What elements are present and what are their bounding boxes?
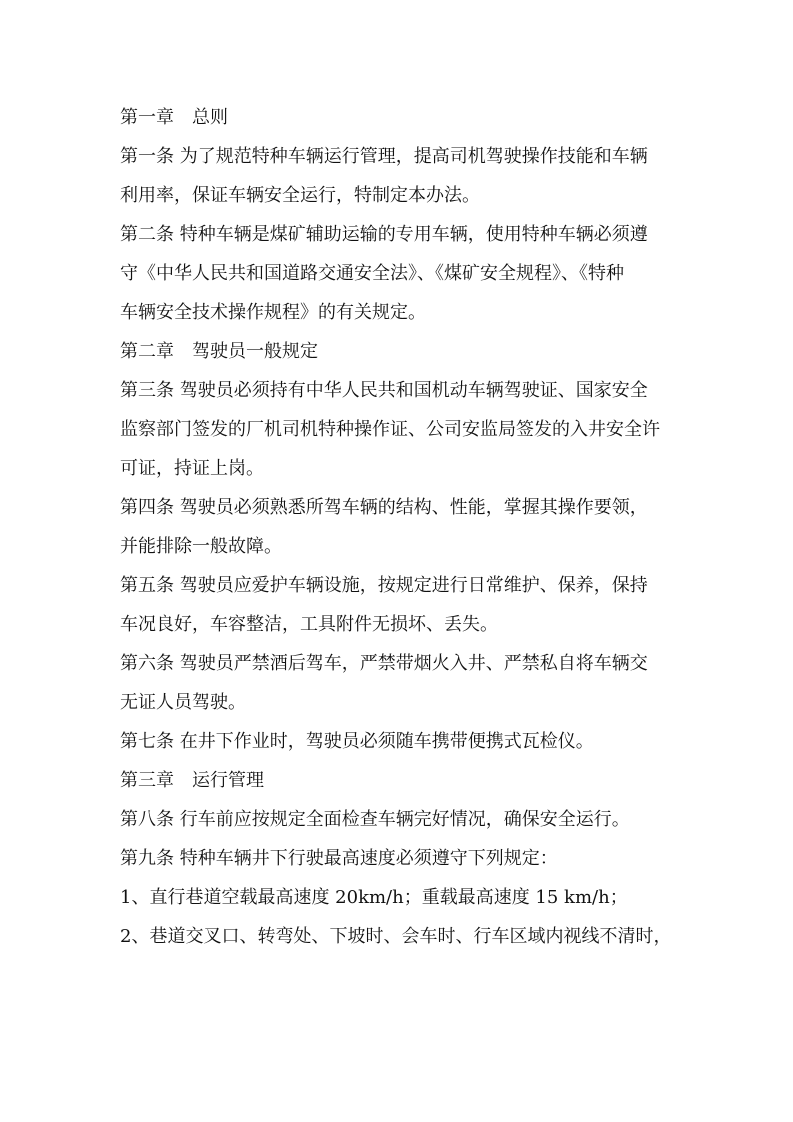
article-4-line-1: 第四条 驾驶员必须熟悉所驾车辆的结构、性能，掌握其操作要领， <box>120 497 648 518</box>
article-3-line-3: 可证，持证上岗。 <box>120 458 264 479</box>
chapter-3-heading: 第三章 运行管理 <box>120 770 264 791</box>
document-page <box>120 98 680 956</box>
article-7-line-1: 第七条 在井下作业时，驾驶员必须随车携带便携式瓦检仪。 <box>120 731 594 752</box>
article-2-line-3: 车辆安全技术操作规程》的有关规定。 <box>120 302 426 323</box>
article-5-line-1: 第五条 驾驶员应爱护车辆设施，按规定进行日常维护、保养，保持 <box>120 575 648 596</box>
article-9-line-1: 第九条 特种车辆井下行驶最高速度必须遵守下列规定： <box>120 848 558 869</box>
chapter-2-heading: 第二章 驾驶员一般规定 <box>120 341 318 362</box>
article-1-line-2: 利用率，保证车辆安全运行，特制定本办法。 <box>120 185 480 206</box>
article-8-line-1: 第八条 行车前应按规定全面检查车辆完好情况，确保安全运行。 <box>120 809 630 830</box>
article-1-line-1: 第一条 为了规范特种车辆运行管理，提高司机驾驶操作技能和车辆 <box>120 146 648 167</box>
article-3-line-1: 第三条 驾驶员必须持有中华人民共和国机动车辆驾驶证、国家安全 <box>120 380 648 401</box>
article-4-line-2: 并能排除一般故障。 <box>120 536 282 557</box>
article-9-item-2: 2、巷道交叉口、转弯处、下坡时、会车时、行车区域内视线不清时， <box>120 926 672 947</box>
article-2-line-1: 第二条 特种车辆是煤矿辅助运输的专用车辆，使用特种车辆必须遵 <box>120 224 648 245</box>
article-6-line-2: 无证人员驾驶。 <box>120 692 246 713</box>
article-2-line-2: 守《中华人民共和国道路交通安全法》、《煤矿安全规程》、《特种 <box>120 263 624 284</box>
article-6-line-1: 第六条 驾驶员严禁酒后驾车，严禁带烟火入井、严禁私自将车辆交 <box>120 653 648 674</box>
chapter-1-heading: 第一章 总则 <box>120 107 228 128</box>
article-5-line-2: 车况良好，车容整洁，工具附件无损坏、丢失。 <box>120 614 498 635</box>
article-3-line-2: 监察部门签发的厂机司机特种操作证、公司安监局签发的入井安全许 <box>120 419 660 440</box>
article-9-item-1: 1、直行巷道空载最高速度 20km/h；重载最高速度 15 km/h； <box>120 887 628 908</box>
